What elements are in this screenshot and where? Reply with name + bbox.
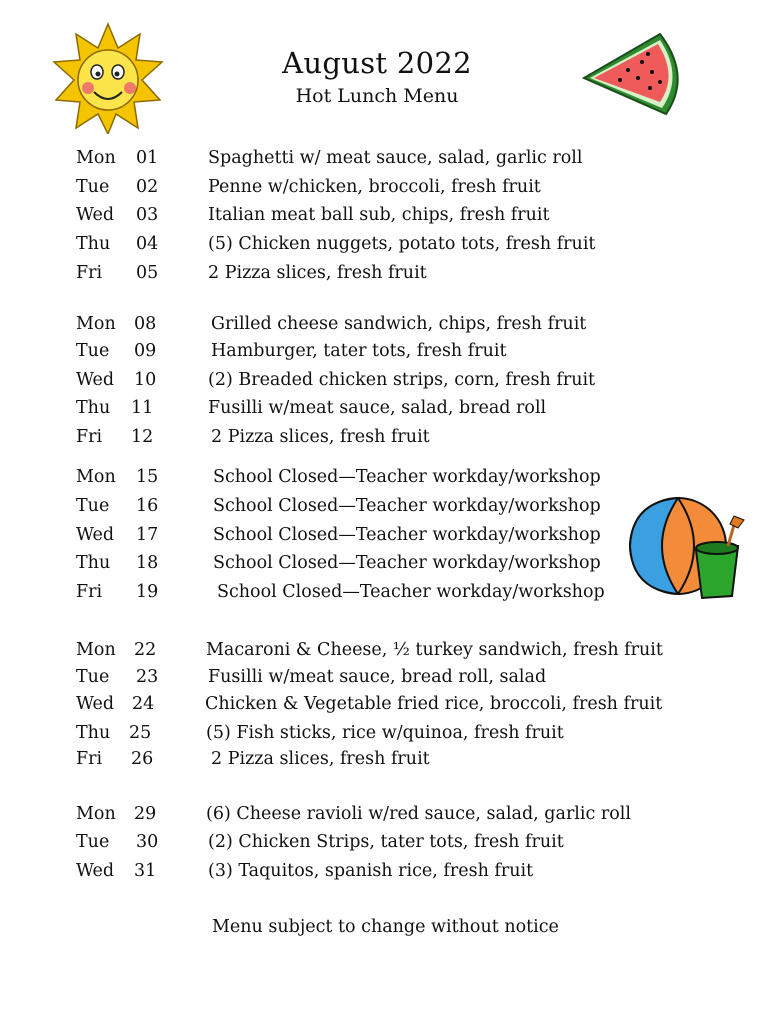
menu-date: 29 (134, 804, 157, 824)
menu-meal: Chicken & Vegetable fried rice, broccoli, fresh fruit (205, 694, 663, 714)
menu-meal: School Closed—Teacher workday/workshop (213, 553, 601, 573)
menu-meal: Grilled cheese sandwich, chips, fresh fruit (211, 314, 587, 334)
menu-day: Fri (76, 263, 103, 283)
menu-row (0, 311, 770, 337)
menu-date: 31 (134, 861, 157, 881)
menu-day: Mon (76, 804, 116, 824)
menu-row (0, 395, 770, 421)
menu-day: Thu (76, 398, 111, 418)
menu-row (0, 493, 770, 519)
watermelon-icon (580, 30, 692, 122)
menu-row (0, 464, 770, 490)
menu-date: 25 (129, 723, 152, 743)
menu-row (0, 664, 770, 690)
menu-day: Wed (76, 861, 115, 881)
menu-meal: 2 Pizza slices, fresh fruit (208, 263, 427, 283)
menu-row (0, 720, 770, 746)
menu-date: 03 (136, 205, 159, 225)
menu-meal: 2 Pizza slices, fresh fruit (211, 749, 430, 769)
menu-date: 05 (136, 263, 159, 283)
menu-meal: Hamburger, tater tots, fresh fruit (211, 341, 507, 361)
menu-row (0, 801, 770, 827)
menu-row (0, 367, 770, 393)
menu-row (0, 231, 770, 257)
menu-date: 02 (136, 177, 159, 197)
menu-meal: (6) Cheese ravioli w/red sauce, salad, garlic roll (206, 804, 631, 824)
menu-meal: (5) Fish sticks, rice w/quinoa, fresh fruit (206, 723, 564, 743)
menu-date: 11 (131, 398, 154, 418)
menu-meal: School Closed—Teacher workday/workshop (213, 496, 601, 516)
menu-day: Mon (76, 148, 116, 168)
menu-date: 24 (132, 694, 155, 714)
menu-row (0, 579, 770, 605)
menu-day: Mon (76, 314, 116, 334)
menu-day: Tue (76, 832, 110, 852)
menu-day: Fri (76, 749, 103, 769)
menu-row (0, 260, 770, 286)
menu-date: 16 (136, 496, 159, 516)
menu-row (0, 637, 770, 663)
menu-meal: School Closed—Teacher workday/workshop (217, 582, 605, 602)
menu-row (0, 746, 770, 772)
menu-meal: School Closed—Teacher workday/workshop (213, 525, 601, 545)
menu-row (0, 522, 770, 548)
menu-row (0, 691, 770, 717)
menu-meal: (2) Chicken Strips, tater tots, fresh fruit (208, 832, 564, 852)
menu-row (0, 338, 770, 364)
menu-date: 15 (136, 467, 159, 487)
menu-day: Fri (76, 427, 103, 447)
menu-row (0, 858, 770, 884)
menu-row (0, 202, 770, 228)
menu-day: Wed (76, 205, 115, 225)
menu-row (0, 145, 770, 171)
menu-date: 23 (136, 667, 159, 687)
menu-date: 19 (136, 582, 159, 602)
menu-meal: School Closed—Teacher workday/workshop (213, 467, 601, 487)
menu-day: Wed (76, 370, 115, 390)
menu-day: Wed (76, 525, 115, 545)
menu-day: Mon (76, 467, 116, 487)
menu-day: Tue (76, 341, 110, 361)
menu-meal: Italian meat ball sub, chips, fresh fruit (208, 205, 550, 225)
menu-day: Wed (76, 694, 115, 714)
menu-day: Thu (76, 553, 111, 573)
menu-row (0, 424, 770, 450)
menu-day: Thu (76, 723, 111, 743)
menu-meal: (2) Breaded chicken strips, corn, fresh fruit (208, 370, 596, 390)
menu-day: Fri (76, 582, 103, 602)
menu-row (0, 829, 770, 855)
menu-date: 22 (134, 640, 157, 660)
menu-footer-note: Menu subject to change without notice (212, 917, 559, 937)
menu-meal: Fusilli w/meat sauce, salad, bread roll (208, 398, 547, 418)
menu-meal: (3) Taquitos, spanish rice, fresh fruit (208, 861, 534, 881)
menu-meal: Spaghetti w/ meat sauce, salad, garlic roll (208, 148, 583, 168)
menu-date: 10 (134, 370, 157, 390)
menu-day: Mon (76, 640, 116, 660)
menu-date: 18 (136, 553, 159, 573)
menu-date: 17 (136, 525, 159, 545)
menu-meal: (5) Chicken nuggets, potato tots, fresh fruit (208, 234, 596, 254)
menu-date: 12 (131, 427, 154, 447)
menu-date: 26 (131, 749, 154, 769)
menu-meal: Fusilli w/meat sauce, bread roll, salad (208, 667, 547, 687)
menu-date: 01 (136, 148, 159, 168)
menu-row (0, 174, 770, 200)
menu-meal: Penne w/chicken, broccoli, fresh fruit (208, 177, 541, 197)
menu-date: 08 (134, 314, 157, 334)
menu-day: Tue (76, 177, 110, 197)
menu-day: Thu (76, 234, 111, 254)
menu-row (0, 550, 770, 576)
sun-icon (52, 22, 164, 134)
menu-date: 09 (134, 341, 157, 361)
menu-day: Tue (76, 667, 110, 687)
menu-date: 30 (136, 832, 159, 852)
menu-day: Tue (76, 496, 110, 516)
menu-meal: Macaroni & Cheese, ½ turkey sandwich, fresh fruit (206, 640, 663, 660)
page-subtitle: Hot Lunch Menu (295, 85, 459, 107)
page-title: August 2022 (282, 46, 472, 80)
menu-date: 04 (136, 234, 159, 254)
menu-meal: 2 Pizza slices, fresh fruit (211, 427, 430, 447)
